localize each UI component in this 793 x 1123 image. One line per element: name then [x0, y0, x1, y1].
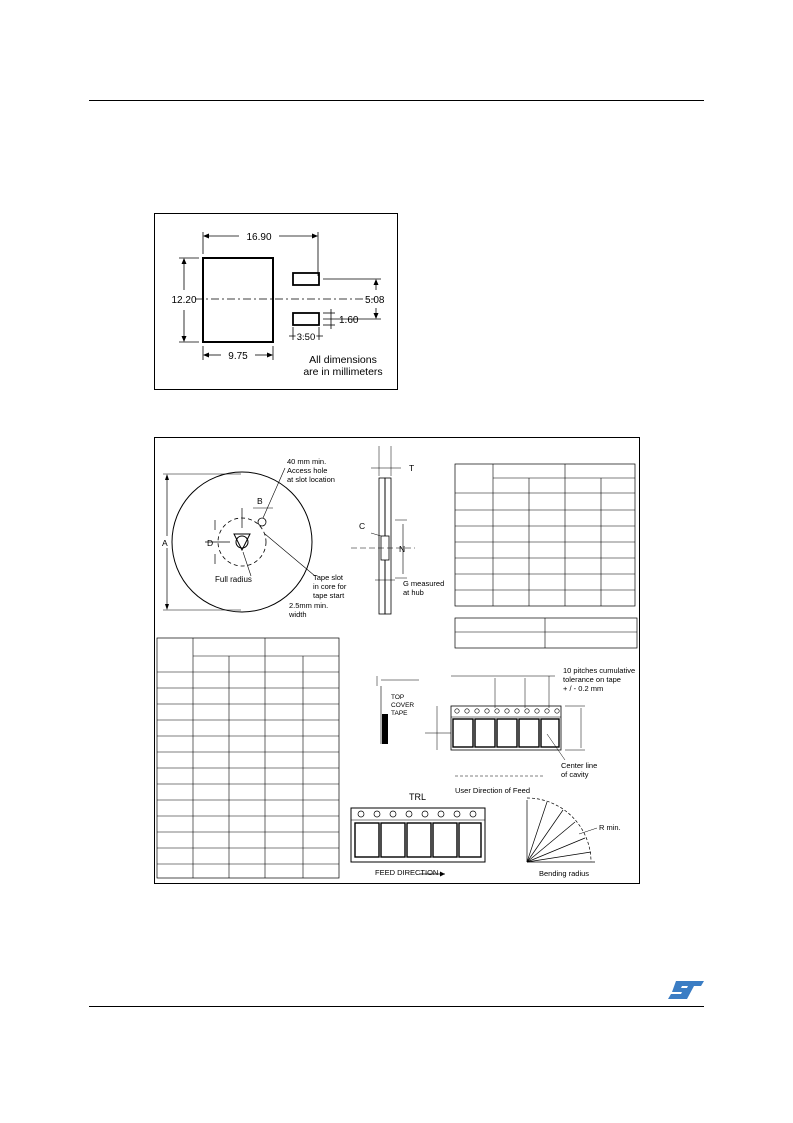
access-line-3: at slot location [287, 475, 335, 484]
access-line-1: 40 mm min. [287, 457, 327, 466]
footer-rule [89, 1006, 704, 1007]
reel-label-b: B [257, 496, 263, 506]
dim-height-left: 12.20 [171, 295, 197, 306]
slot-line-4: 2.5mm min. [289, 601, 329, 610]
cumul-line-1: 10 pitches cumulative [563, 666, 636, 675]
note-line-2: are in millimeters [303, 366, 383, 378]
reel-label-d: D [207, 538, 214, 548]
reel-label-n: N [399, 544, 406, 554]
slot-line-5: width [289, 610, 307, 619]
center-line-1: Center line [561, 761, 598, 770]
dim-pitch: 5.08 [365, 295, 385, 306]
access-line-2: Access hole [287, 466, 328, 475]
top-line-1: TOP [391, 694, 405, 701]
slot-line-2: in core for [313, 582, 347, 591]
reel-label-t: T [409, 463, 415, 473]
reel-label-c: C [359, 521, 366, 531]
top-line-2: COVER [391, 702, 415, 709]
note-line-1: All dimensions [309, 354, 377, 366]
header-rule [89, 100, 704, 101]
footprint-drawing [155, 214, 397, 389]
slot-line-3: tape start [313, 591, 345, 600]
reel-label-a: A [162, 538, 168, 548]
bending-radius-label: Bending radius [539, 869, 590, 878]
center-line-2: of cavity [561, 770, 589, 779]
st-logo-icon [668, 979, 704, 1001]
cumul-line-3: + / - 0.2 mm [563, 684, 604, 693]
dim-pad-height: 1.60 [339, 315, 359, 326]
g-line-1: G measured [403, 579, 445, 588]
reel-figure [154, 437, 640, 884]
dim-width-top: 16.90 [246, 232, 272, 243]
top-line-3: TAPE [391, 710, 408, 717]
dim-body-width: 9.75 [228, 351, 248, 362]
user-feed-label: User Direction of Feed [455, 786, 531, 795]
g-line-2: at hub [403, 588, 424, 597]
st-logo [668, 979, 704, 1001]
slot-line-1: Tape slot [313, 573, 344, 582]
full-radius-label: Full radius [215, 575, 252, 584]
feed-direction-label: FEED DIRECTION [375, 868, 439, 877]
cumul-line-2: tolerance on tape [563, 675, 621, 684]
dim-pad-width: 3.50 [296, 332, 316, 343]
footprint-figure [154, 213, 398, 390]
trl-label: TRL [409, 792, 427, 802]
r-min-label: R min. [599, 823, 621, 832]
reel-drawing [155, 438, 639, 883]
